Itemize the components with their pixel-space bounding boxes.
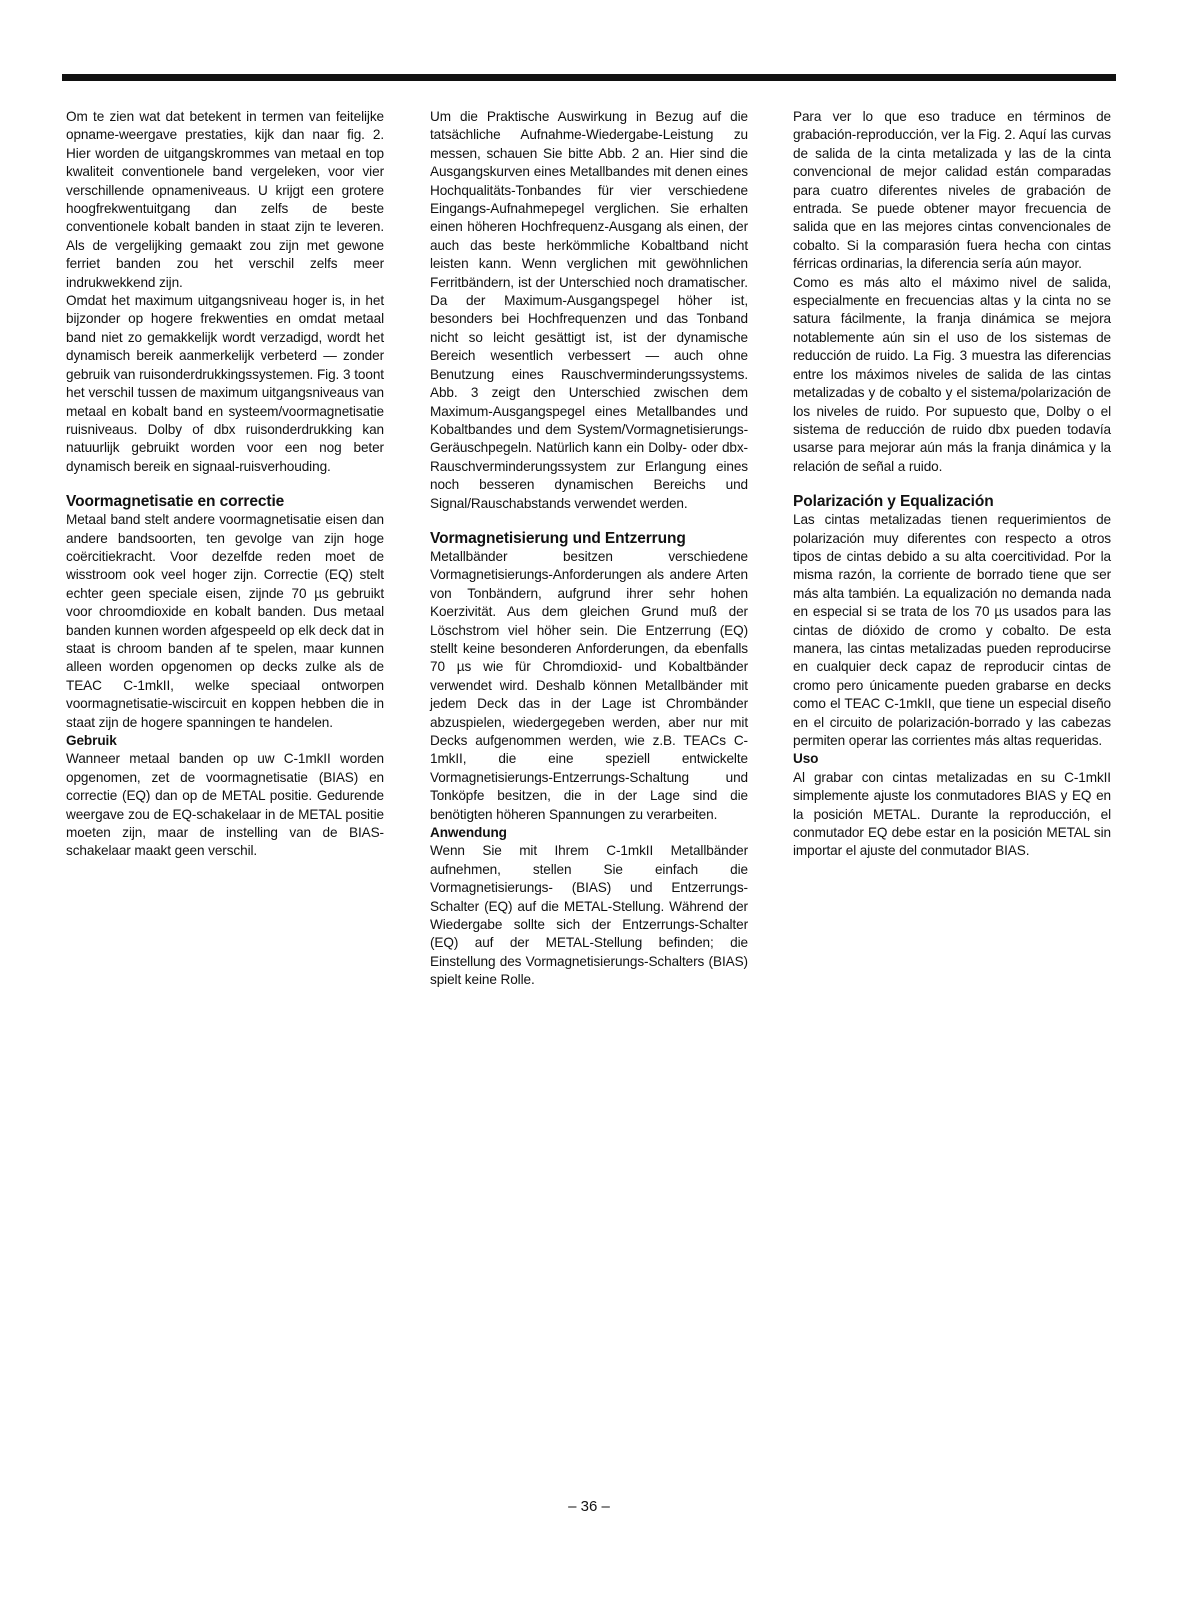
paragraph: Como es más alto el máximo nivel de salida, especialmente en frecuencias altas y la cinta no se satura fácilmente, la franja dinámica se mejora notablemente aún sin el uso de los sistemas de reducción de ruido. La Fig. 3 muestra las diferencias entre los máximos niveles de salida de las cintas metalizadas y de cobalto y el sistema/polarización de los niveles de ruido. Por supuesto que, Dolby o el sistema de reducción de ruido dbx pueden todavía usarse para mejorar aún más la franja dinámica y la relación de señal a ruido. <box>793 274 1111 474</box>
paragraph: Metaal band stelt andere voormagnetisatie eisen dan andere bandsoorten, ten gevolge van zijn hoge coërcitiekracht. Voor dezelfde reden moet de wisstroom ook veel hoger zijn. Correctie (EQ) stelt echter geen speciale eisen, zijnde 70 µs gebruikt voor chroomdioxide en kobalt banden. Dus metaal banden kunnen worden afgespeeld op elk deck dat in staat is chroom banden af te spelen, maar kunnen alleen worden opgenomen op decks zulke als de TEAC C-1mkII, welke speciaal ontworpen voormagnetisatie-wiscircuit en koppen hebben die in staat zijn de hogere spanningen te handelen. <box>66 512 384 730</box>
sub-heading: Anwendung <box>430 825 507 841</box>
paragraph: Las cintas metalizadas tienen requerimientos de polarización muy diferentes con respecto a otros tipos de cintas debido a su alta coercitividad. Por la misma razón, la corriente de borrado tiene que ser más alta también. La equalización no demanda nada en especial si se trata de los 70 µs usados para las cintas de dióxido de cromo y cobalto. De esta manera, las cintas metalizadas pueden reproducirse en cualquier deck capaz de reproducir cintas de cromo pero únicamente pueden grabarse en decks como el TEAC C-1mkII, que tiene un especial diseño en el circuito de polarización-borrado y las cabezas permiten operar las corrientes más altas requeridas. <box>793 512 1111 748</box>
section-heading: Vormagnetisierung und Entzerrung <box>430 529 686 547</box>
paragraph: Wanneer metaal banden op uw C-1mkII worden opgenomen, zet de voormagnetisatie (BIAS) en correctie (EQ) dan op de METAL positie. Gedurende weergave zou de EQ-schakelaar in de METAL positie moeten zijn, maar de instelling van de BIAS-schakelaar maakt geen verschil. <box>66 751 384 859</box>
paragraph: Para ver lo que eso traduce en términos de grabación-reproducción, ver la Fig. 2. Aquí las curvas de salida de la cinta metalizada y las de la cinta convencional de mejor calidad están comparadas para cuatro diferentes niveles de grabación de entrada. Se puede obtener mayor frecuencia de salida que en las mejores cintas convencionales de cobalto. Si la comparasión fuera hecha con cintas férricas ordinarias, la diferencia sería aún mayor. <box>793 109 1111 272</box>
paragraph: Metallbänder besitzen verschiedene Vormagnetisierungs-Anforderungen als andere Arten von Tonbändern, aufgrund ihrer sehr hohen Koerzivität. Aus dem gleichen Grund muß der Löschstrom viel höher sein. Die Entzerrung (EQ) stellt keine besonderen Anforderungen, da ebenfalls 70 µs wie für Chromdioxid- und Kobaltbänder verwendet wird. Deshalb können Metallbänder mit jedem Deck das in der Lage ist Chrombänder abzuspielen, wiedergegeben werden, aber nur mit Decks aufgenommen werden, wie z.B. TEACs C-1mkII, die eine speziell entwickelte Vormagnetisierungs-Entzerrungs-Schaltung und Tonköpfe besitzen, die in der Lage sind die benötigten höheren Spannungen zu verarbeiten. <box>430 548 748 822</box>
paragraph: Um die Praktische Auswirkung in Bezug auf die tatsächliche Aufnahme-Wiedergabe-Leistung zu messen, schauen Sie bitte Abb. 2 an. Hier sind die Ausgangskurven eines Metallbandes mit denen eines Hochqualitäts-Tonbandes für vier verschiedene Eingangs-Aufnahmepegel verglichen. Sie erhalten einen höheren Hochfrequenz-Ausgang als einen, der auch das beste herkömmliche Kobaltband nicht leisten kann. Wenn verglichen mit gewöhnlichen Ferritbändern, ist der Unterschied noch dramatischer. Da der Maximum-Ausgangspegel höher ist, besonders bei Hochfrequenzen und das Tonband nicht so leicht gesättigt ist, ist der dynamische Bereich wesentlich verbessert — auch ohne Benutzung eines Rauschverminderungssystems. Abb. 3 zeigt den Unterschied zwischen dem Maximum-Ausgangspegel eines Metallbandes und Kobaltbandes und dem System/Vormagnetisierungs-Geräuschpegeln. Natürlich kann ein Dolby- oder dbx-Rauschverminderungssystem zur Erlangung eines noch besseren dynamischen Bereichs und Signal/Rauschabstands verwendet werden. <box>430 109 748 511</box>
paragraph: Om te zien wat dat betekent in termen van feitelijke opname-weergave prestaties, kijk dan naar fig. 2. Hier worden de uitgangskrommes van metaal en top kwaliteit conventionele band vergeleken, voor vier verschillende opnameniveaus. U krijgt een grotere hoogfrekwentuitgang dan zelfs de beste conventionele kobalt banden in staat zijn te leveren. Als de vergelijking gemaakt zou zijn met gewone ferriet banden zou het verschil zelfs meer indrukwekkend zijn. <box>66 109 384 290</box>
section-heading: Polarización y Equalización <box>793 493 994 511</box>
dutch-column <box>66 108 384 861</box>
top-rule <box>62 74 1116 81</box>
german-column <box>430 108 748 990</box>
paragraph: Omdat het maximum uitgangsniveau hoger is, in het bijzonder op hogere frekwenties en omdat metaal band niet zo gemakkelijk wordt verzadigd, wordt het dynamisch bereik aanmerkelijk verbeterd — zonder gebruik van ruisonderdrukkingssystemen. Fig. 3 toont het verschil tussen de maximum uitgangsniveaus van metaal en kobalt band en systeem/voormagnetisatie ruisniveaus. Dolby of dbx ruisonderdrukking kan natuurlijk gebruikt worden voor een nog beter dynamisch bereik en signaal-ruisverhouding. <box>66 293 384 474</box>
paragraph: Al grabar con cintas metalizadas en su C-1mkII simplemente ajuste los conmutadores BIAS y EQ en la posición METAL. Durante la reproducción, el conmutador EQ debe estar en la posición METAL sin importar el ajuste del conmutador BIAS. <box>793 769 1111 859</box>
sub-heading: Gebruik <box>66 733 117 748</box>
paragraph: Wenn Sie mit Ihrem C-1mkII Metallbänder aufnehmen, stellen Sie einfach die Vormagnetisierungs- (BIAS) und Entzerrungs-Schalter (EQ) auf die METAL-Stellung. Während der Wiedergabe sollte sich der Entzerrungs-Schalter (EQ) auf der METAL-Stellung befinden; die Einstellung des Vormagnetisierungs-Schalters (BIAS) spielt keine Rolle. <box>430 843 748 988</box>
section-heading: Voormagnetisatie en correctie <box>66 493 285 511</box>
page-number: – 36 – <box>568 1498 610 1515</box>
spanish-column <box>793 108 1111 861</box>
sub-heading: Uso <box>793 751 819 767</box>
